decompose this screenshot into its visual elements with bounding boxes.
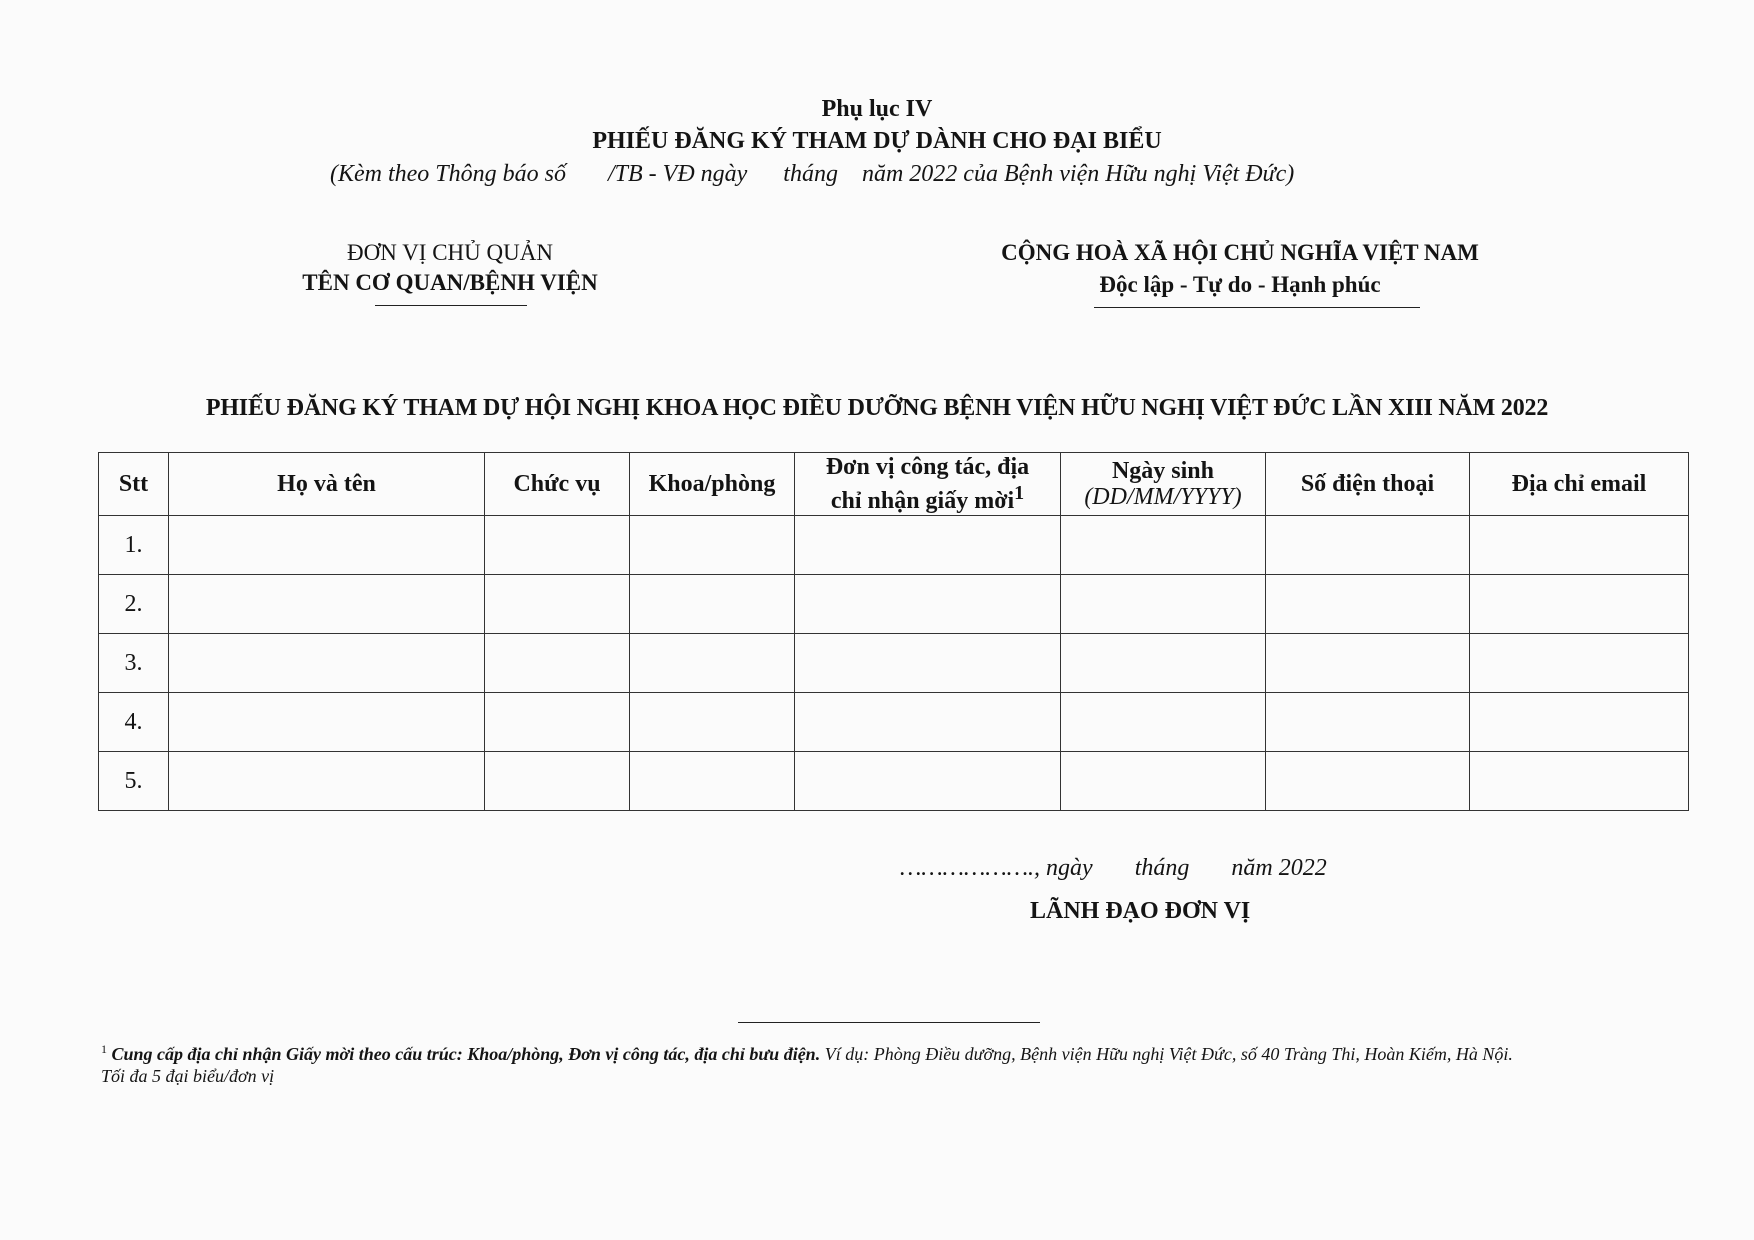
- position-cell[interactable]: [485, 575, 630, 634]
- department-cell[interactable]: [630, 752, 795, 811]
- left-divider: [375, 305, 527, 306]
- form-title: PHIẾU ĐĂNG KÝ THAM DỰ HỘI NGHỊ KHOA HỌC ĐIỀU DƯỠNG BỆNH VIỆN HỮU NGHỊ VIỆT ĐỨC LẦN XIII NĂM 2022: [205, 395, 1549, 421]
- document-title: PHIẾU ĐĂNG KÝ THAM DỰ DÀNH CHO ĐẠI BIỂU: [592, 128, 1162, 154]
- document-subtitle: (Kèm theo Thông báo số /TB - VĐ ngày tháng năm 2022 của Bệnh viện Hữu nghị Việt Đức): [330, 161, 1295, 187]
- table-header-row: [99, 453, 1689, 516]
- unit-address-cell[interactable]: [795, 693, 1061, 752]
- header-unit-address: [795, 453, 1061, 516]
- table-row: [99, 693, 1689, 752]
- unit-address-cell[interactable]: [795, 575, 1061, 634]
- header-stt: Stt: [99, 453, 169, 516]
- table-row: [99, 575, 1689, 634]
- header-unit-line1: Đơn vị công tác, địa: [825, 454, 1030, 480]
- row-number: 3.: [99, 634, 169, 693]
- header-dob-format: (DD/MM/YYYY): [1084, 484, 1242, 510]
- dob-cell[interactable]: [1061, 516, 1266, 575]
- footnote-example: Ví dụ: Phòng Điều dưỡng, Bệnh viện Hữu nghị Việt Đức, số 40 Tràng Thi, Hoàn Kiếm, Hà Nội.: [824, 1044, 1513, 1064]
- registration-table: [98, 452, 1689, 811]
- header-position: Chức vụ: [485, 453, 630, 516]
- email-cell[interactable]: [1470, 516, 1689, 575]
- name-cell[interactable]: [169, 634, 485, 693]
- name-cell[interactable]: [169, 752, 485, 811]
- appendix-label: Phụ lục IV: [821, 96, 933, 122]
- phone-cell[interactable]: [1266, 516, 1470, 575]
- footnote-limit-note: Tối đa 5 đại biểu/đơn vị: [101, 1066, 275, 1086]
- footnote-instruction: Cung cấp địa chỉ nhận Giấy mời theo cấu trúc: Khoa/phòng, Đơn vị công tác, địa chỉ bưu điện.: [111, 1044, 821, 1064]
- row-number: 2.: [99, 575, 169, 634]
- email-cell[interactable]: [1470, 693, 1689, 752]
- name-cell[interactable]: [169, 575, 485, 634]
- header-dob-line1: Ngày sinh: [1111, 458, 1215, 484]
- row-number: 4.: [99, 693, 169, 752]
- header-name: Họ và tên: [169, 453, 485, 516]
- department-cell[interactable]: [630, 634, 795, 693]
- email-cell[interactable]: [1470, 752, 1689, 811]
- footnote-marker: 1: [101, 1042, 107, 1056]
- phone-cell[interactable]: [1266, 693, 1470, 752]
- dob-cell[interactable]: [1061, 634, 1266, 693]
- national-motto: Độc lập - Tự do - Hạnh phúc: [1099, 272, 1381, 297]
- unit-address-cell[interactable]: [795, 516, 1061, 575]
- email-cell[interactable]: [1470, 575, 1689, 634]
- signer-title: LÃNH ĐẠO ĐƠN VỊ: [1030, 898, 1251, 924]
- country-name: CỘNG HOÀ XÃ HỘI CHỦ NGHĨA VIỆT NAM: [1001, 240, 1479, 265]
- header-unit-line2: chỉ nhận giấy mời: [830, 488, 1015, 514]
- agency-name-label: TÊN CƠ QUAN/BỆNH VIỆN: [302, 270, 598, 295]
- header-department: Khoa/phòng: [630, 453, 795, 516]
- position-cell[interactable]: [485, 693, 630, 752]
- phone-cell[interactable]: [1266, 634, 1470, 693]
- header-email: Địa chỉ email: [1470, 453, 1689, 516]
- email-cell[interactable]: [1470, 634, 1689, 693]
- row-number: 5.: [99, 752, 169, 811]
- dob-cell[interactable]: [1061, 752, 1266, 811]
- table-row: [99, 516, 1689, 575]
- dob-cell[interactable]: [1061, 693, 1266, 752]
- right-divider: [1094, 307, 1420, 308]
- footnote-main: [101, 1038, 1656, 1065]
- footnote-ref: 1: [1014, 482, 1025, 504]
- national-motto-block: [960, 240, 1520, 298]
- phone-cell[interactable]: [1266, 575, 1470, 634]
- dob-cell[interactable]: [1061, 575, 1266, 634]
- department-cell[interactable]: [630, 575, 795, 634]
- footnote: [101, 1038, 1656, 1087]
- issuing-unit-block: [250, 240, 650, 296]
- footnote-divider: [738, 1022, 1040, 1023]
- table-row: [99, 752, 1689, 811]
- position-cell[interactable]: [485, 634, 630, 693]
- position-cell[interactable]: [485, 516, 630, 575]
- row-number: 1.: [99, 516, 169, 575]
- name-cell[interactable]: [169, 693, 485, 752]
- header-phone: Số điện thoại: [1266, 453, 1470, 516]
- unit-address-cell[interactable]: [795, 752, 1061, 811]
- position-cell[interactable]: [485, 752, 630, 811]
- unit-address-cell[interactable]: [795, 634, 1061, 693]
- phone-cell[interactable]: [1266, 752, 1470, 811]
- table-row: [99, 634, 1689, 693]
- date-line: ………………., ngày tháng năm 2022: [900, 855, 1327, 881]
- department-cell[interactable]: [630, 516, 795, 575]
- name-cell[interactable]: [169, 516, 485, 575]
- header-dob: [1061, 453, 1266, 516]
- parent-unit-label: ĐƠN VỊ CHỦ QUẢN: [347, 240, 553, 265]
- department-cell[interactable]: [630, 693, 795, 752]
